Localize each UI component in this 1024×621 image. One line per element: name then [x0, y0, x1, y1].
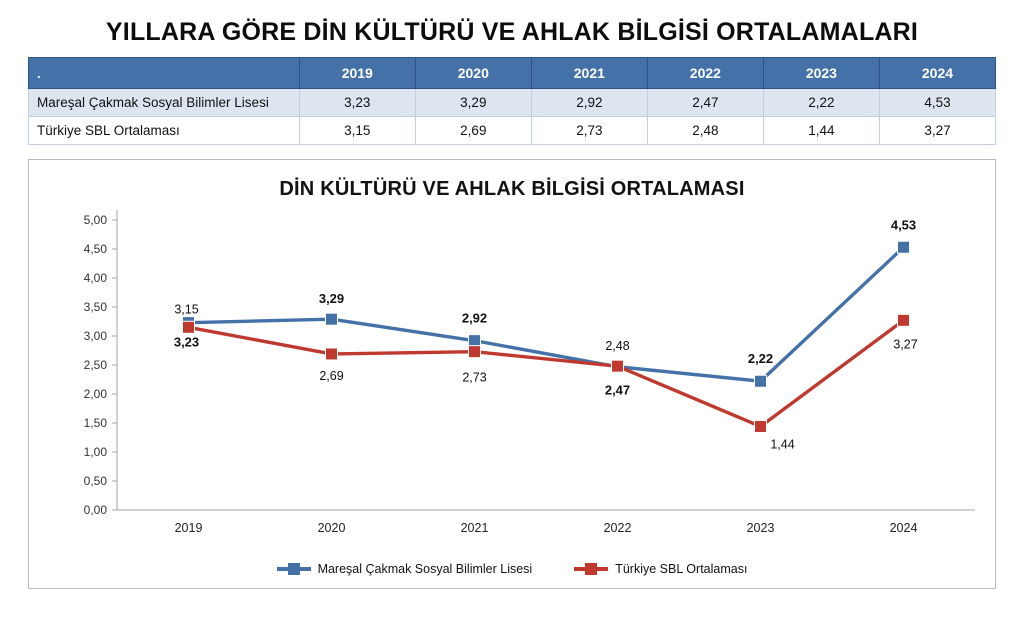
svg-text:3,15: 3,15 — [174, 302, 199, 317]
legend-item-series-1 — [277, 562, 533, 576]
legend-label: Türkiye SBL Ortalaması — [615, 562, 748, 576]
svg-text:2022: 2022 — [603, 521, 632, 535]
svg-text:1,00: 1,00 — [83, 445, 107, 459]
svg-text:1,50: 1,50 — [83, 416, 107, 430]
table-cell-value: 3,29 — [415, 89, 531, 117]
data-table-container — [28, 57, 996, 145]
legend-item-series-2 — [574, 562, 747, 576]
svg-text:2,50: 2,50 — [83, 358, 107, 372]
table-row — [29, 89, 996, 117]
table-header-cell-2021: 2021 — [531, 58, 647, 89]
table-cell-series-label: Mareşal Çakmak Sosyal Bilimler Lisesi — [29, 89, 300, 117]
svg-text:3,00: 3,00 — [83, 329, 107, 343]
svg-text:3,50: 3,50 — [83, 300, 107, 314]
svg-text:2020: 2020 — [317, 521, 346, 535]
svg-text:2,92: 2,92 — [461, 310, 488, 326]
averages-table — [28, 57, 996, 145]
svg-text:2,00: 2,00 — [83, 387, 107, 401]
chart-legend — [29, 562, 995, 576]
chart-plot-area — [29, 160, 995, 588]
table-cell-series-label: Türkiye SBL Ortalaması — [29, 117, 300, 145]
line-chart-svg — [29, 160, 995, 590]
svg-text:2,47: 2,47 — [604, 382, 631, 398]
svg-text:2,22: 2,22 — [747, 351, 774, 367]
svg-text:2021: 2021 — [460, 521, 489, 535]
svg-text:2024: 2024 — [889, 521, 918, 535]
legend-swatch-icon — [277, 567, 311, 571]
svg-text:4,50: 4,50 — [83, 242, 107, 256]
legend-swatch-icon — [574, 567, 608, 571]
table-row — [29, 117, 996, 145]
svg-text:1,44: 1,44 — [770, 437, 795, 452]
table-header-cell-2022: 2022 — [647, 58, 763, 89]
table-cell-value: 3,27 — [879, 117, 995, 145]
svg-text:2019: 2019 — [174, 521, 203, 535]
table-header-cell-2019: 2019 — [299, 58, 415, 89]
table-header-cell-label: . — [29, 58, 300, 89]
svg-text:4,00: 4,00 — [83, 271, 107, 285]
table-header-cell-2024: 2024 — [879, 58, 995, 89]
svg-text:0,00: 0,00 — [83, 503, 107, 517]
table-cell-value: 2,73 — [531, 117, 647, 145]
svg-text:2,73: 2,73 — [462, 370, 487, 385]
table-cell-value: 3,15 — [299, 117, 415, 145]
chart-card — [28, 159, 996, 589]
svg-text:2023: 2023 — [746, 521, 775, 535]
svg-text:5,00: 5,00 — [83, 213, 107, 227]
table-header-cell-2023: 2023 — [763, 58, 879, 89]
table-header-cell-2020: 2020 — [415, 58, 531, 89]
table-header — [29, 58, 996, 89]
table-cell-value: 2,47 — [647, 89, 763, 117]
table-cell-value: 4,53 — [879, 89, 995, 117]
table-body — [29, 89, 996, 145]
table-cell-value: 2,22 — [763, 89, 879, 117]
svg-text:3,23: 3,23 — [173, 334, 200, 350]
chart-title: DİN KÜLTÜRÜ VE AHLAK BİLGİSİ ORTALAMASI — [279, 178, 745, 200]
svg-text:2,48: 2,48 — [605, 339, 630, 354]
page-title: YILLARA GÖRE DİN KÜLTÜRÜ VE AHLAK BİLGİSİ ORTALAMALARI — [105, 18, 919, 46]
svg-text:4,53: 4,53 — [890, 217, 917, 233]
svg-text:2,69: 2,69 — [319, 368, 344, 383]
legend-label: Mareşal Çakmak Sosyal Bilimler Lisesi — [317, 562, 533, 576]
svg-text:3,29: 3,29 — [318, 291, 345, 307]
table-cell-value: 2,48 — [647, 117, 763, 145]
table-cell-value: 3,23 — [299, 89, 415, 117]
table-cell-value: 1,44 — [763, 117, 879, 145]
table-cell-value: 2,92 — [531, 89, 647, 117]
table-header-row — [29, 58, 996, 89]
svg-text:0,50: 0,50 — [83, 474, 107, 488]
table-cell-value: 2,69 — [415, 117, 531, 145]
svg-text:3,27: 3,27 — [893, 337, 918, 352]
